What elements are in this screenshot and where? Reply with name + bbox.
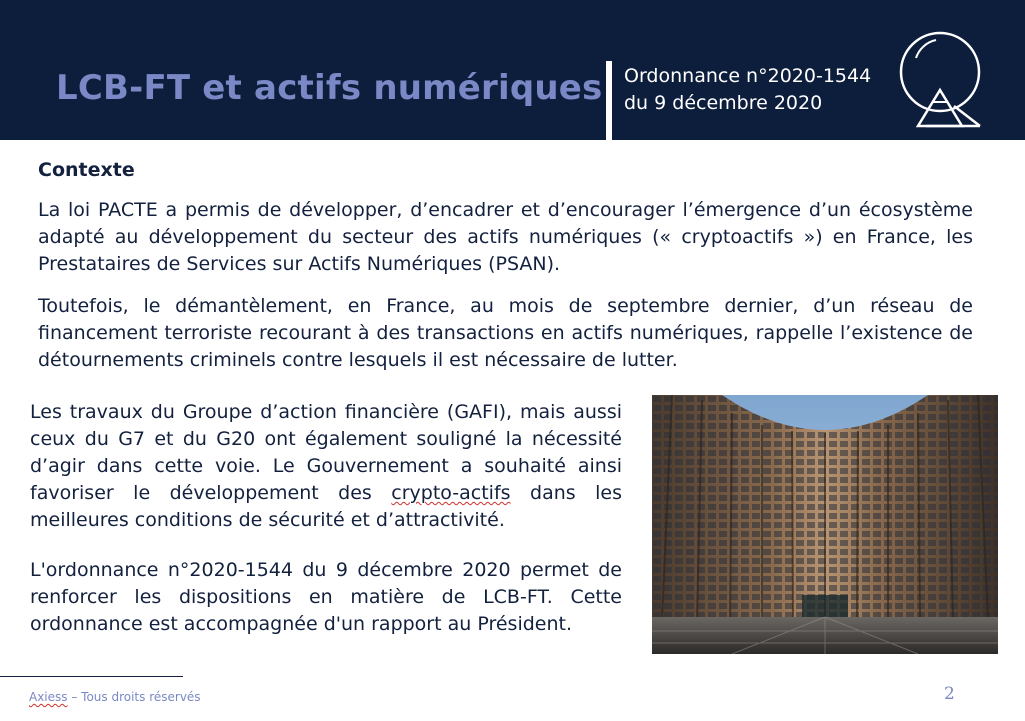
paragraph-3-text-a: Les travaux du Groupe d’action financière (GAFI), mais aussi ceux du G7 et du G20 ont également souligné la nécessité d’agir dans cette voie. Le Gouvernement a souhaité ainsi favoriser le développement des	[30, 401, 622, 504]
page-number: 2	[944, 684, 955, 704]
footer-brand: Axiess	[29, 690, 68, 704]
ordinance-reference	[624, 63, 871, 117]
circle-triangle-logo-icon	[896, 28, 986, 130]
header-divider	[606, 61, 612, 140]
footer-copyright	[29, 690, 201, 704]
footer-divider	[0, 676, 183, 677]
paragraph-3-text-b: dans les meilleures conditions de sécurité et d’attractivité.	[30, 482, 622, 531]
body-paragraph-3	[30, 399, 622, 534]
curved-building-photo	[652, 395, 998, 654]
building-photo-graphic	[652, 395, 998, 654]
ordinance-line-2: du 9 décembre 2020	[624, 92, 823, 114]
footer-rights: – Tous droits réservés	[67, 690, 201, 704]
header-banner	[0, 0, 1025, 140]
context-paragraph-2: Toutefois, le démantèlement, en France, au mois de septembre dernier, d’un réseau de financement terroriste recourant à des transactions en actifs numériques, rappelle l’existence de détournements criminels contre lesquels il est nécessaire de lutter.	[38, 295, 973, 371]
ordinance-line-1: Ordonnance n°2020-1544	[624, 65, 872, 87]
body-paragraph-4: L'ordonnance n°2020-1544 du 9 décembre 2020 permet de renforcer les dispositions en matière de LCB-FT. Cette ordonnance est accompagnée d'un rapport au Président.	[30, 559, 622, 635]
page-title: LCB-FT et actifs numériques	[56, 68, 603, 108]
context-paragraph-1: La loi PACTE a permis de développer, d’encadrer et d’encourager l’émergence d’un écosystème adapté au développement du secteur des actifs numériques (« cryptoactifs ») en France, les Prestataires de Services sur Actifs Numériques (PSAN).	[38, 199, 973, 275]
context-heading: Contexte	[38, 159, 135, 181]
spellcheck-marked-word: crypto-actifs	[391, 482, 511, 504]
